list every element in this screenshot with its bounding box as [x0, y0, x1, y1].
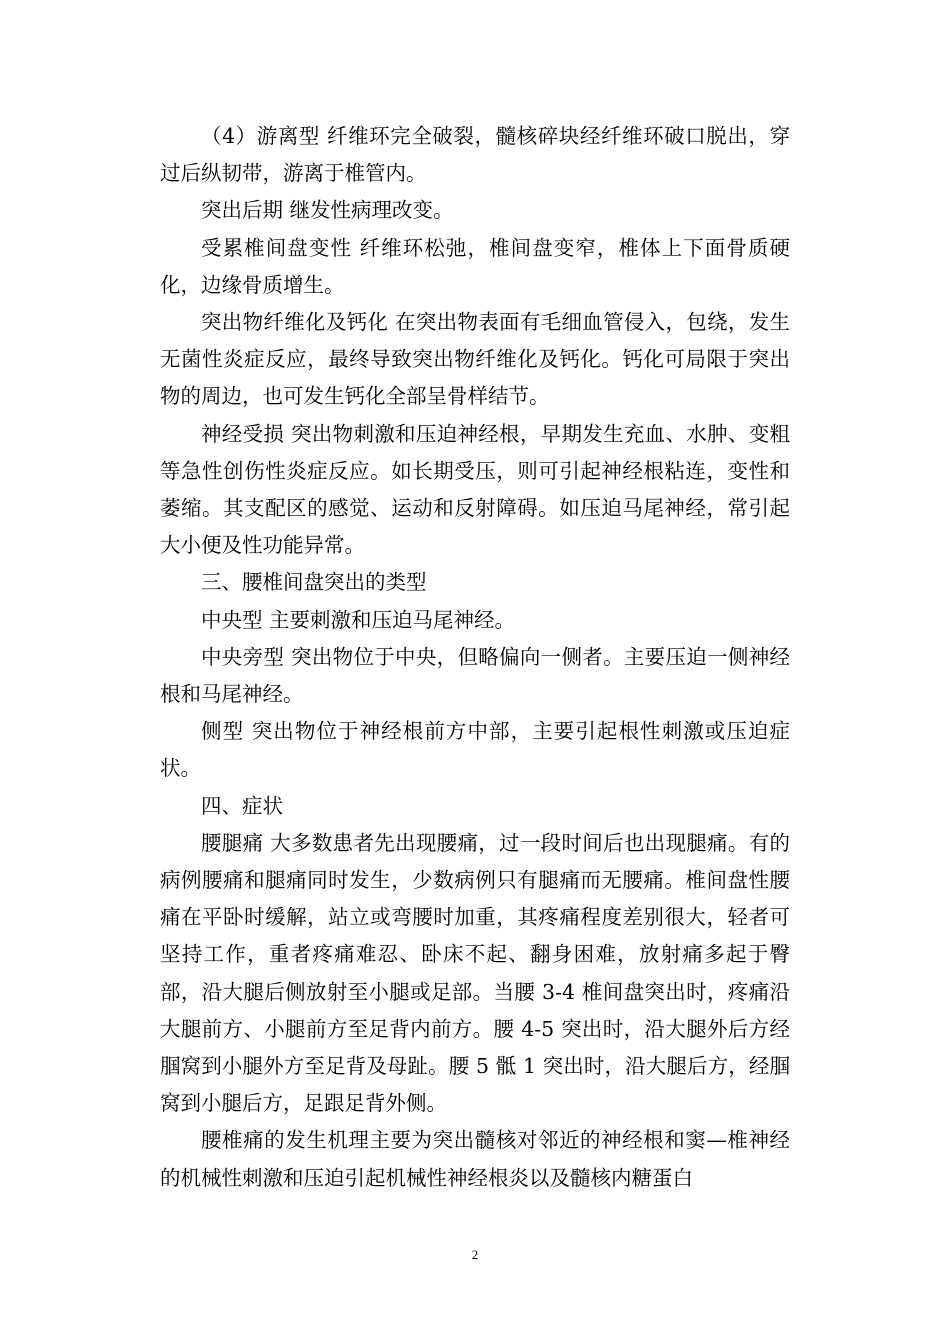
paragraph-late-stage: 突出后期 继发性病理改变。 [201, 198, 454, 223]
section-heading-types: 三、腰椎间盘突出的类型 [201, 570, 427, 595]
paragraph-disc-degeneration: 受累椎间盘变性 纤维环松弛，椎间盘变窄，椎体上下面骨质硬化，边缘骨质增生。 [160, 235, 790, 297]
paragraph-paracentral-type: 中央旁型 突出物位于中央，但略偏向一侧者。主要压迫一侧神经根和马尾神经。 [160, 644, 790, 707]
paragraph-nerve-damage: 神经受损 突出物刺激和压迫神经根，早期发生充血、水肿、变粗等急性创伤性炎症反应。如长期受压，则可引起神经根粘连，变性和萎缩。其支配区的感觉、运动和反射障碍。如压迫马尾神经，常引起大小便及性功能异常。 [160, 421, 790, 558]
page-number: 2 [471, 1247, 479, 1262]
paragraph-low-back-leg-pain: 腰腿痛 大多数患者先出现腰痛，过一段时间后也出现腿痛。有的病例腰痛和腿痛同时发生，少数病例只有腿痛而无腰痛。椎间盘性腰痛在平卧时缓解，站立或弯腰时加重，其疼痛程度差别很大，轻者可坚持工作，重者疼痛难忍、卧床不起、翻身困难，放射痛多起于臀部，沿大腿后侧放射至小腿或足部。当腰 3-4 椎间盘突出时，疼痛沿大腿前方、小腿前方至足背内前方。腰 4-5 突出时，沿大腿外后方经腘窝到小腿外方至足背及母趾。腰 5 骶 1 突出时，沿大腿后方，经腘窝到小腿后方，足跟足背外侧。 [160, 830, 790, 1116]
paragraph-free-type: （4）游离型 纤维环完全破裂，髓核碎块经纤维环破口脱出，穿过后纵韧带，游离于椎管内。 [160, 124, 790, 186]
paragraph-pain-mechanism: 腰椎痛的发生机理主要为突出髓核对邻近的神经根和窦—椎神经的机械性刺激和压迫引起机械性神经根炎以及髓核内糖蛋白 [160, 1128, 790, 1190]
paragraph-fibrosis-calcification: 突出物纤维化及钙化 在突出物表面有毛细血管侵入，包绕，发生无菌性炎症反应，最终导致突出物纤维化及钙化。钙化可局限于突出物的周边，也可发生钙化全部呈骨样结节。 [160, 310, 790, 409]
paragraph-lateral-type: 侧型 突出物位于神经根前方中部，主要引起根性刺激或压迫症状。 [160, 719, 790, 781]
section-heading-symptoms: 四、症状 [201, 793, 283, 818]
document-body [160, 118, 790, 1197]
paragraph-central-type: 中央型 主要刺激和压迫马尾神经。 [201, 607, 516, 632]
